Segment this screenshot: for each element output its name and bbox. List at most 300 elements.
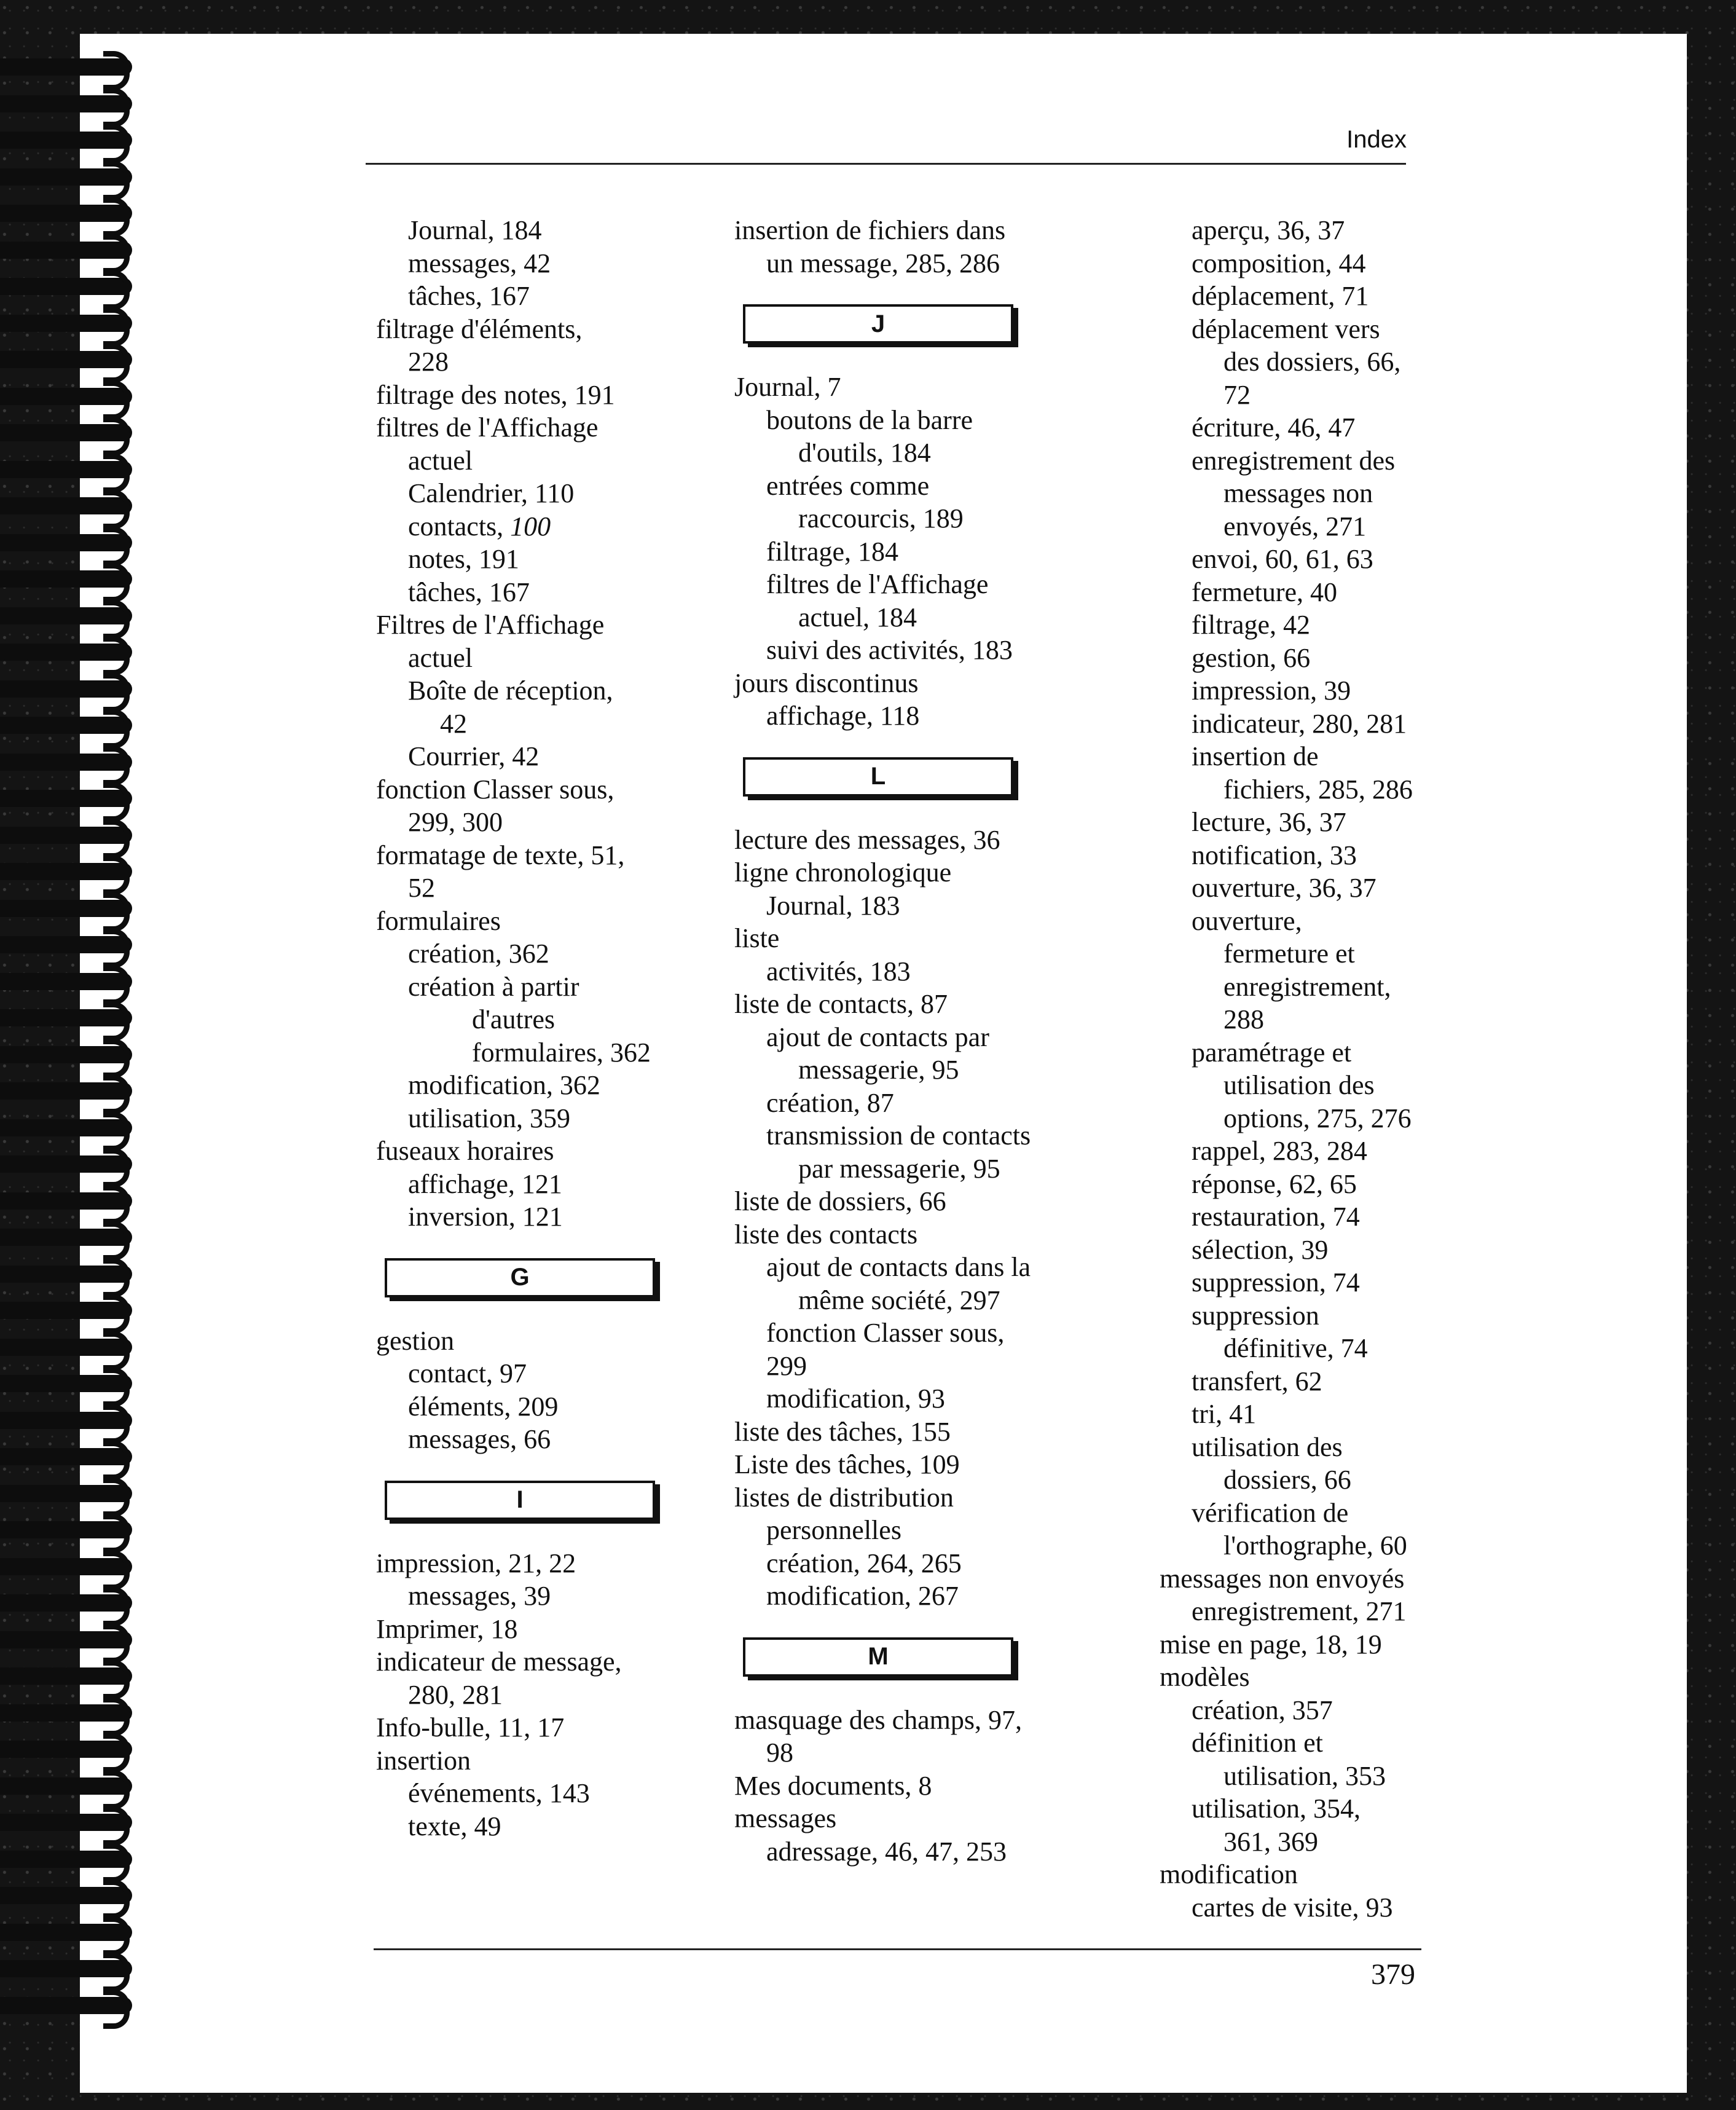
spiral-coil bbox=[0, 680, 132, 698]
section-letter-box: J bbox=[743, 304, 1013, 344]
index-entry bbox=[376, 1645, 696, 1711]
index-entry bbox=[734, 889, 1078, 923]
section-letter-box: M bbox=[743, 1637, 1013, 1677]
index-entry-line: messages, 39 bbox=[408, 1581, 551, 1611]
index-entry-line: même société, 297 bbox=[798, 1285, 1000, 1315]
index-entry-line: suivi des activités, 183 bbox=[766, 635, 1013, 665]
index-entry-line: indicateur, 280, 281 bbox=[1192, 708, 1407, 739]
index-entry bbox=[734, 1382, 1078, 1415]
index-entry bbox=[1160, 1299, 1442, 1365]
index-entry-line: filtres de l'Affichage bbox=[376, 412, 599, 443]
spiral-coil bbox=[0, 58, 132, 76]
spiral-coil bbox=[0, 242, 132, 259]
index-entry bbox=[1160, 1792, 1442, 1858]
index-entry-line: paramétrage et bbox=[1192, 1037, 1352, 1068]
index-entry-line: 299 bbox=[766, 1350, 807, 1381]
index-entry-line: actuel, 184 bbox=[798, 602, 917, 632]
index-entry bbox=[376, 313, 696, 379]
index-entry-line: création, 357 bbox=[1192, 1695, 1333, 1725]
index-entry-line: ouverture, bbox=[1192, 905, 1302, 936]
index-entry-line: 361, 369 bbox=[1223, 1826, 1318, 1857]
spiral-coil bbox=[0, 754, 132, 771]
index-entry bbox=[734, 1087, 1078, 1120]
index-entry bbox=[376, 1135, 696, 1168]
index-entry-line: fuseaux horaires bbox=[376, 1136, 554, 1166]
index-entry bbox=[376, 1390, 696, 1423]
index-entry-line: Info-bulle, 11, 17 bbox=[376, 1712, 565, 1742]
index-entry-line: restauration, 74 bbox=[1192, 1202, 1360, 1232]
spiral-coil bbox=[0, 827, 132, 844]
index-entry-line: Imprimer, 18 bbox=[376, 1613, 518, 1644]
section-letter-box: I bbox=[385, 1481, 655, 1520]
index-entry-line: transmission de contacts bbox=[766, 1120, 1031, 1151]
index-entry bbox=[734, 634, 1078, 667]
index-entry-line: formulaires, 362 bbox=[472, 1037, 651, 1068]
index-entry bbox=[734, 1251, 1078, 1317]
spiral-coil bbox=[0, 1631, 132, 1648]
index-entry-line: masquage des champs, 97, bbox=[734, 1704, 1022, 1735]
spiral-coil bbox=[0, 1777, 132, 1795]
spiral-coil bbox=[0, 388, 132, 405]
spiral-coil bbox=[0, 717, 132, 734]
index-entry bbox=[376, 1547, 696, 1580]
index-entry-line: fichiers, 285, 286 bbox=[1223, 774, 1413, 805]
index-entry bbox=[1160, 1234, 1442, 1267]
index-entry bbox=[734, 988, 1078, 1021]
index-entry bbox=[734, 1415, 1078, 1449]
index-entry-line: Filtres de l'Affichage bbox=[376, 610, 605, 640]
spiral-coil bbox=[0, 1192, 132, 1210]
spiral-coil bbox=[0, 1046, 132, 1063]
index-entry-line: 228 bbox=[408, 347, 449, 377]
index-entry-line: inversion, 121 bbox=[408, 1202, 563, 1232]
italic-page-ref: 100 bbox=[510, 511, 551, 541]
spiral-coil bbox=[0, 900, 132, 917]
index-entry-line: vérification de bbox=[1192, 1497, 1349, 1528]
index-entry-line: cartes de visite, 93 bbox=[1192, 1892, 1393, 1923]
index-entry bbox=[734, 699, 1078, 733]
index-entry-line: activités, 183 bbox=[766, 956, 911, 986]
index-entry-line: messages, 42 bbox=[408, 248, 551, 278]
index-entry-line: déplacement, 71 bbox=[1192, 281, 1369, 311]
index-entry bbox=[734, 1835, 1078, 1868]
index-entry-line: envoi, 60, 61, 63 bbox=[1192, 544, 1373, 574]
index-entry-line: filtrage d'éléments, bbox=[376, 313, 583, 344]
index-entry bbox=[1160, 1168, 1442, 1201]
index-entry bbox=[734, 535, 1078, 569]
index-entry bbox=[734, 371, 1078, 404]
index-entry-line: liste de dossiers, 66 bbox=[734, 1186, 946, 1216]
index-entry-line: utilisation des bbox=[1192, 1431, 1343, 1462]
index-entry bbox=[376, 379, 696, 412]
index-entry-line: filtrage des notes, 191 bbox=[376, 379, 615, 410]
index-entry-line: dossiers, 66 bbox=[1223, 1465, 1351, 1495]
index-entry-line: utilisation, 354, bbox=[1192, 1793, 1361, 1824]
index-entry bbox=[376, 1200, 696, 1234]
index-entry-line: 42 bbox=[440, 708, 467, 739]
index-entry bbox=[376, 1423, 696, 1456]
index-entry bbox=[376, 477, 696, 510]
index-entry bbox=[734, 1185, 1078, 1218]
spiral-coil bbox=[0, 1558, 132, 1575]
index-entry-line: fermeture et bbox=[1223, 939, 1355, 969]
index-entry-line: adressage, 46, 47, 253 bbox=[766, 1836, 1007, 1867]
index-entry bbox=[376, 1580, 696, 1613]
index-entry bbox=[376, 839, 696, 905]
spiral-coil bbox=[0, 1741, 132, 1758]
index-entry bbox=[1160, 214, 1442, 247]
spiral-coil bbox=[0, 95, 132, 112]
index-entry bbox=[734, 568, 1078, 634]
spiral-coil bbox=[0, 1375, 132, 1392]
index-entry-line: insertion de fichiers dans bbox=[734, 215, 1006, 245]
index-entry bbox=[1160, 839, 1442, 872]
index-entry-line: tâches, 167 bbox=[408, 577, 530, 607]
spiral-coil bbox=[0, 315, 132, 332]
index-entry bbox=[734, 214, 1078, 280]
index-entry-line: lecture des messages, 36 bbox=[734, 824, 1000, 855]
index-entry-line: modification, 93 bbox=[766, 1384, 945, 1414]
index-entry bbox=[1160, 642, 1442, 675]
index-entry bbox=[1160, 543, 1442, 576]
index-entry-line: l'orthographe, 60 bbox=[1223, 1530, 1407, 1561]
index-entry bbox=[1160, 1497, 1442, 1562]
spiral-coil bbox=[0, 1412, 132, 1429]
spiral-coil bbox=[0, 1667, 132, 1685]
index-entry-line: filtres de l'Affichage bbox=[766, 569, 989, 599]
index-entry-line: liste bbox=[734, 923, 780, 953]
index-entry bbox=[734, 1021, 1078, 1087]
index-entry-line: fonction Classer sous, bbox=[376, 774, 615, 805]
spiral-coil bbox=[0, 790, 132, 807]
index-entry-line: tri, 41 bbox=[1192, 1399, 1257, 1429]
index-entry bbox=[734, 1580, 1078, 1613]
index-entry-line: rappel, 283, 284 bbox=[1192, 1136, 1367, 1166]
index-entry-line: modification, 267 bbox=[766, 1581, 959, 1611]
spiral-coil bbox=[0, 461, 132, 478]
index-entry bbox=[1160, 313, 1442, 412]
index-entry-line: jours discontinus bbox=[734, 667, 919, 698]
spiral-coil bbox=[0, 1302, 132, 1319]
index-entry-line: boutons de la barre bbox=[766, 404, 973, 435]
index-entry-line: sélection, 39 bbox=[1192, 1234, 1329, 1265]
index-entry-line: fermeture, 40 bbox=[1192, 577, 1337, 607]
index-entry bbox=[376, 411, 696, 477]
index-entry bbox=[376, 1711, 696, 1744]
index-entry bbox=[376, 1357, 696, 1390]
spiral-coil bbox=[0, 351, 132, 368]
index-entry bbox=[376, 543, 696, 576]
index-entry-line: 299, 300 bbox=[408, 807, 503, 837]
index-entry-line: formulaires bbox=[376, 905, 501, 936]
index-entry-line: listes de distribution bbox=[734, 1482, 954, 1513]
index-entry bbox=[1160, 707, 1442, 741]
index-entry-line: enregistrement, 271 bbox=[1192, 1596, 1407, 1626]
spiral-coil bbox=[0, 607, 132, 624]
index-entry bbox=[376, 280, 696, 313]
index-entry bbox=[376, 740, 696, 773]
spiral-coil bbox=[0, 1887, 132, 1904]
index-entry-line: création, 362 bbox=[408, 939, 549, 969]
index-column-3 bbox=[1160, 214, 1442, 1924]
index-entry bbox=[1160, 905, 1442, 1036]
index-entry bbox=[1160, 608, 1442, 642]
spiral-coil bbox=[0, 497, 132, 514]
spiral-coil bbox=[0, 1155, 132, 1173]
index-entry-line: d'outils, 184 bbox=[798, 438, 931, 468]
index-entry-line: enregistrement des bbox=[1192, 445, 1396, 476]
index-entry bbox=[376, 576, 696, 609]
index-entry-line: Boîte de réception, bbox=[408, 675, 613, 706]
index-entry bbox=[376, 1613, 696, 1646]
index-entry-line: Liste des tâches, 109 bbox=[734, 1449, 960, 1479]
spiral-coil bbox=[0, 1009, 132, 1026]
index-entry-line: indicateur de message, bbox=[376, 1647, 622, 1677]
index-entry bbox=[376, 970, 696, 1069]
index-entry bbox=[1160, 674, 1442, 707]
index-entry-line: affichage, 118 bbox=[766, 701, 920, 731]
index-entry bbox=[1160, 1200, 1442, 1234]
footer-rule bbox=[374, 1948, 1421, 1950]
index-entry bbox=[1160, 1661, 1442, 1694]
index-entry-line: événements, 143 bbox=[408, 1778, 590, 1808]
spiral-coil bbox=[0, 1485, 132, 1502]
spiral-coil bbox=[0, 534, 132, 551]
spiral-coil bbox=[0, 168, 132, 186]
index-entry bbox=[376, 1069, 696, 1102]
index-entry bbox=[1160, 872, 1442, 905]
index-entry-line: un message, 285, 286 bbox=[766, 248, 1000, 278]
index-entry bbox=[734, 922, 1078, 955]
index-entry-line: 52 bbox=[408, 873, 435, 903]
spiral-coil bbox=[0, 1594, 132, 1612]
spiral-coil bbox=[0, 1448, 132, 1465]
index-entry bbox=[734, 1704, 1078, 1769]
index-entry bbox=[734, 1481, 1078, 1514]
index-entry bbox=[734, 1448, 1078, 1481]
index-entry-line: actuel bbox=[408, 642, 473, 673]
index-entry bbox=[734, 1514, 1078, 1547]
index-entry bbox=[1160, 1365, 1442, 1398]
index-entry-line: d'autres bbox=[472, 1004, 555, 1034]
index-entry bbox=[734, 470, 1078, 535]
index-entry-line: liste des tâches, 155 bbox=[734, 1416, 951, 1447]
index-entry-line: messagerie, 95 bbox=[798, 1055, 959, 1085]
spiral-coil bbox=[0, 1960, 132, 1977]
section-letter-box: G bbox=[385, 1258, 655, 1297]
index-entry-line: ligne chronologique bbox=[734, 857, 952, 888]
index-entry-line: Journal, 184 bbox=[408, 215, 542, 245]
index-entry-line: messages non envoyés bbox=[1160, 1563, 1405, 1594]
spiral-coil bbox=[0, 1997, 132, 2014]
index-entry-line: 280, 281 bbox=[408, 1679, 503, 1710]
index-entry-line: 288 bbox=[1223, 1004, 1264, 1034]
spiral-coil bbox=[0, 1924, 132, 1941]
index-entry-line: contacts, 100 bbox=[408, 511, 551, 541]
index-entry-line: affichage, 121 bbox=[408, 1168, 562, 1199]
index-entry-line: fonction Classer sous, bbox=[766, 1318, 1005, 1348]
index-entry bbox=[734, 667, 1078, 700]
index-entry bbox=[1160, 1891, 1442, 1924]
index-entry bbox=[376, 1102, 696, 1135]
spiral-coil bbox=[0, 1521, 132, 1538]
index-entry-line: 72 bbox=[1223, 379, 1251, 410]
spiral-coil bbox=[0, 1814, 132, 1831]
running-header: Index bbox=[1346, 126, 1407, 153]
index-entry bbox=[734, 1119, 1078, 1185]
index-entry-line: déplacement vers bbox=[1192, 313, 1380, 344]
index-entry-line: ajout de contacts par bbox=[766, 1022, 989, 1052]
index-entry-line: écriture, 46, 47 bbox=[1192, 412, 1356, 443]
index-entry bbox=[376, 1168, 696, 1201]
page-number: 379 bbox=[1371, 1958, 1415, 1991]
index-entry bbox=[1160, 1858, 1442, 1891]
index-entry-line: lecture, 36, 37 bbox=[1192, 807, 1346, 837]
index-entry-line: formatage de texte, 51, bbox=[376, 840, 625, 870]
index-entry-line: contact, 97 bbox=[408, 1358, 527, 1388]
index-entry bbox=[1160, 1726, 1442, 1792]
index-entry-line: éléments, 209 bbox=[408, 1391, 559, 1422]
index-entry-line: texte, 49 bbox=[408, 1811, 501, 1841]
index-entry-line: mise en page, 18, 19 bbox=[1160, 1629, 1382, 1659]
spiral-coil bbox=[0, 1266, 132, 1283]
index-entry-line: définition et bbox=[1192, 1728, 1323, 1758]
index-entry bbox=[376, 247, 696, 280]
index-entry-line: Journal, 183 bbox=[766, 890, 900, 921]
index-entry bbox=[734, 1218, 1078, 1251]
index-entry bbox=[1160, 1595, 1442, 1628]
spiral-coil bbox=[0, 1339, 132, 1356]
index-entry bbox=[734, 856, 1078, 889]
index-entry-line: création à partir bbox=[408, 971, 579, 1002]
index-entry-line: Courrier, 42 bbox=[408, 741, 540, 771]
index-entry-line: création, 264, 265 bbox=[766, 1548, 962, 1578]
index-entry bbox=[1160, 1036, 1442, 1135]
spiral-coil bbox=[0, 1119, 132, 1136]
index-entry-line: notes, 191 bbox=[408, 544, 519, 574]
index-entry-line: gestion, 66 bbox=[1192, 642, 1311, 673]
index-entry bbox=[1160, 1135, 1442, 1168]
index-entry-line: création, 87 bbox=[766, 1087, 894, 1118]
spiral-coil bbox=[0, 424, 132, 441]
index-entry-line: notification, 33 bbox=[1192, 840, 1357, 870]
index-entry-line: enregistrement, bbox=[1223, 971, 1391, 1002]
index-entry bbox=[1160, 576, 1442, 609]
index-entry bbox=[1160, 247, 1442, 280]
index-entry bbox=[734, 955, 1078, 988]
spiral-coil bbox=[0, 278, 132, 295]
index-entry-line: réponse, 62, 65 bbox=[1192, 1168, 1357, 1199]
index-entry bbox=[376, 937, 696, 970]
index-entry bbox=[376, 1744, 696, 1777]
index-entry-line: insertion de bbox=[1192, 741, 1319, 771]
spiral-coil bbox=[0, 1082, 132, 1100]
index-entry bbox=[1160, 1266, 1442, 1299]
spiral-coil bbox=[0, 570, 132, 588]
index-entry bbox=[734, 1769, 1078, 1803]
index-entry-line: des dossiers, 66, bbox=[1223, 347, 1401, 377]
index-entry-line: utilisation, 359 bbox=[408, 1103, 570, 1133]
index-entry-line: 98 bbox=[766, 1738, 793, 1768]
index-entry bbox=[734, 1802, 1078, 1835]
index-entry-line: gestion bbox=[376, 1325, 455, 1356]
spiral-coil bbox=[0, 1851, 132, 1868]
spiral-binding bbox=[0, 58, 141, 2056]
index-entry-line: transfert, 62 bbox=[1192, 1366, 1322, 1396]
index-entry bbox=[376, 608, 696, 674]
index-entry-line: insertion bbox=[376, 1745, 471, 1776]
spiral-coil bbox=[0, 936, 132, 953]
index-entry-line: modification, 362 bbox=[408, 1070, 600, 1100]
index-entry-line: messages non bbox=[1223, 478, 1373, 508]
index-entry-line: définitive, 74 bbox=[1223, 1333, 1368, 1363]
index-entry bbox=[734, 824, 1078, 857]
index-entry bbox=[1160, 1431, 1442, 1497]
index-entry bbox=[376, 905, 696, 938]
spiral-coil bbox=[0, 132, 132, 149]
spiral-coil bbox=[0, 1229, 132, 1246]
index-entry bbox=[1160, 1628, 1442, 1661]
index-entry-line: messages bbox=[734, 1803, 837, 1833]
index-entry-line: aperçu, 36, 37 bbox=[1192, 215, 1345, 245]
index-entry bbox=[376, 1777, 696, 1810]
index-entry-line: modèles bbox=[1160, 1662, 1250, 1692]
index-entry bbox=[1160, 444, 1442, 543]
index-entry-line: suppression bbox=[1192, 1300, 1319, 1331]
index-entry bbox=[376, 510, 696, 543]
index-entry bbox=[376, 773, 696, 839]
spiral-coil bbox=[0, 973, 132, 990]
section-letter-box: L bbox=[743, 757, 1013, 797]
index-entry-line: impression, 21, 22 bbox=[376, 1548, 576, 1578]
index-entry-line: options, 275, 276 bbox=[1223, 1103, 1412, 1133]
index-column-1 bbox=[376, 214, 696, 1843]
index-entry-line: modification bbox=[1160, 1859, 1298, 1889]
index-entry-line: filtrage, 42 bbox=[1192, 610, 1311, 640]
index-entry-line: Mes documents, 8 bbox=[734, 1770, 932, 1801]
spiral-coil bbox=[0, 644, 132, 661]
spiral-coil bbox=[0, 1704, 132, 1722]
index-entry-line: par messagerie, 95 bbox=[798, 1153, 1000, 1184]
index-entry-line: utilisation des bbox=[1223, 1070, 1375, 1100]
spiral-coil bbox=[0, 205, 132, 222]
index-entry-line: liste de contacts, 87 bbox=[734, 989, 948, 1019]
index-entry-line: Calendrier, 110 bbox=[408, 478, 575, 508]
index-entry bbox=[734, 1547, 1078, 1580]
index-entry bbox=[1160, 1398, 1442, 1431]
index-entry bbox=[376, 214, 696, 247]
index-entry-line: tâches, 167 bbox=[408, 281, 530, 311]
header-rule bbox=[366, 163, 1406, 165]
index-entry-line: ouverture, 36, 37 bbox=[1192, 873, 1377, 903]
index-entry-line: Journal, 7 bbox=[734, 372, 841, 402]
index-entry-line: impression, 39 bbox=[1192, 675, 1351, 706]
index-entry-line: ajout de contacts dans la bbox=[766, 1252, 1031, 1282]
index-entry-line: messages, 66 bbox=[408, 1424, 551, 1454]
index-entry-line: utilisation, 353 bbox=[1223, 1760, 1386, 1791]
index-entry bbox=[734, 1317, 1078, 1382]
index-entry-line: entrées comme bbox=[766, 470, 930, 501]
index-entry-line: suppression, 74 bbox=[1192, 1267, 1360, 1297]
index-entry bbox=[734, 404, 1078, 470]
index-entry bbox=[1160, 280, 1442, 313]
index-entry-line: liste des contacts bbox=[734, 1219, 918, 1250]
spiral-coil bbox=[0, 863, 132, 880]
index-entry-line: composition, 44 bbox=[1192, 248, 1366, 278]
index-entry bbox=[376, 674, 696, 740]
index-entry bbox=[1160, 411, 1442, 444]
index-entry bbox=[1160, 1562, 1442, 1596]
